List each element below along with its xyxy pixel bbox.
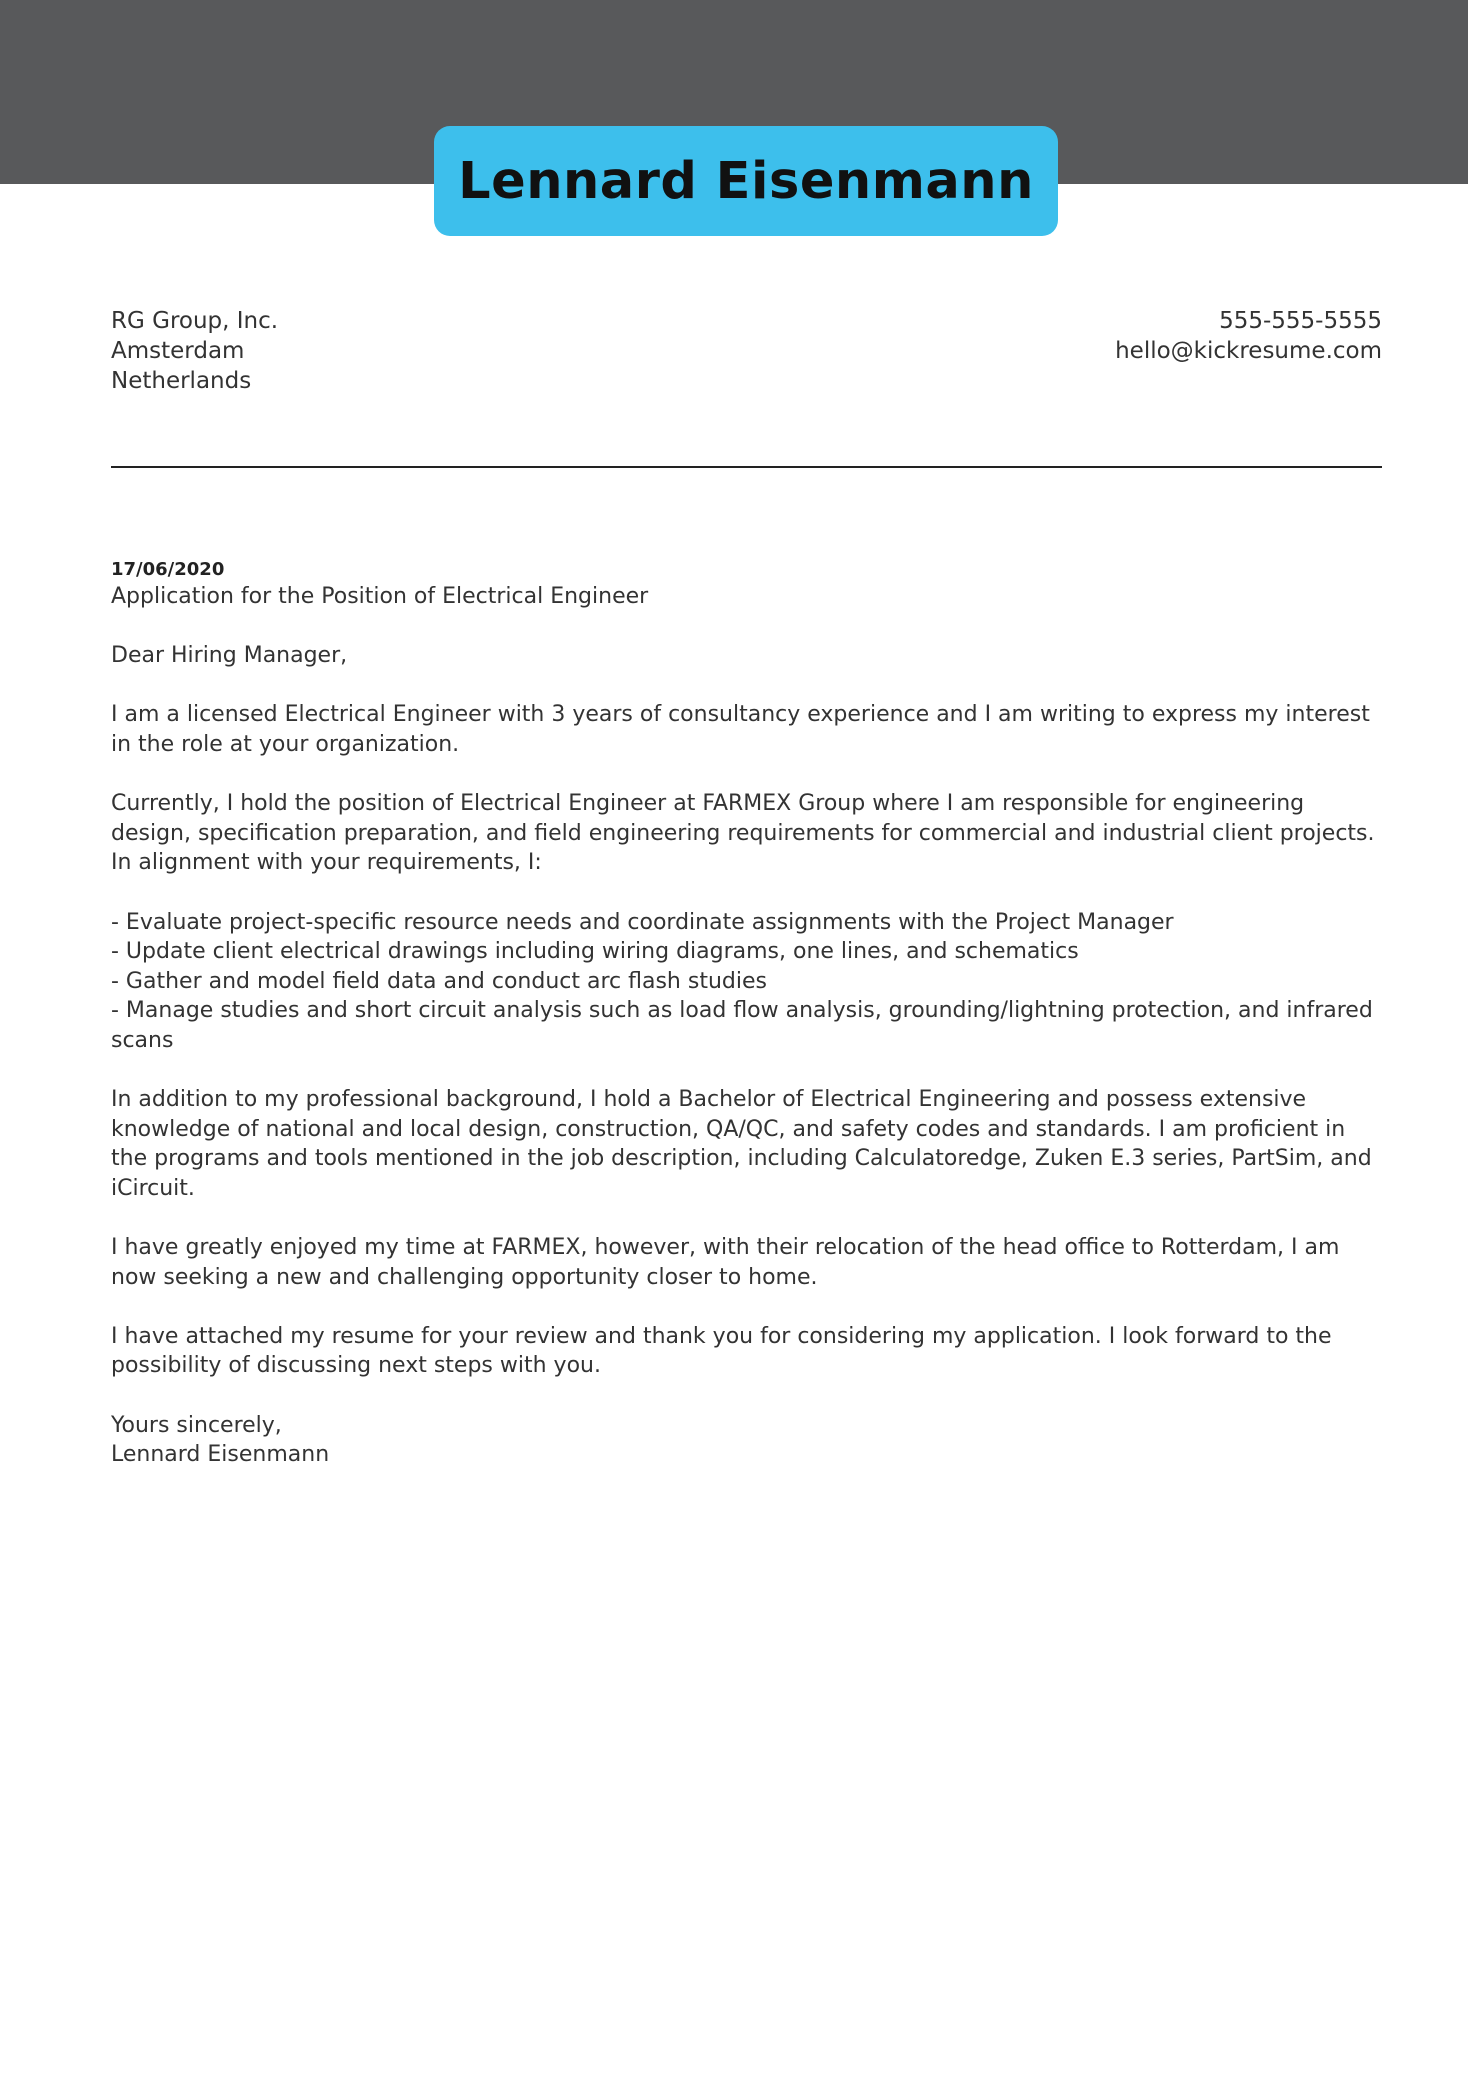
divider-line — [111, 466, 1382, 468]
list-item: - Evaluate project-specific resource needs and coordinate assignments with the Project Manager — [111, 909, 1174, 935]
letter-date: 17/06/2020 — [111, 559, 225, 580]
list-item: - Manage studies and short circuit analysis such as load flow analysis, grounding/lightning protection, and infrared scans — [111, 998, 1373, 1053]
recipient-city: Amsterdam — [111, 338, 245, 364]
list-item: - Update client electrical drawings including wiring diagrams, one lines, and schematics — [111, 939, 1079, 965]
paragraph-closing: I have attached my resume for your review and thank you for considering my application. I look forward to the possibility of discussing next steps with you. — [111, 1323, 1332, 1379]
paragraph-current-role: Currently, I hold the position of Electrical Engineer at FARMEX Group where I am responsible for engineering design, specification preparation, and field engineering requirements for commercial and industrial client projects. In alignment with your requirements, I: — [111, 791, 1375, 876]
recipient-country: Netherlands — [111, 368, 252, 394]
letter-subject: Application for the Position of Electrical Engineer — [111, 584, 649, 609]
recipient-company: RG Group, Inc. — [111, 308, 279, 334]
list-item: - Gather and model field data and conduct arc flash studies — [111, 968, 767, 994]
paragraph-education: In addition to my professional background, I hold a Bachelor of Electrical Engineering and possess extensive knowledge of national and local design, construction, QA/QC, and safety codes and standards. I am proficient in the programs and tools mentioned in the job description, including Calculatoredge, Zuken E.3 series, PartSim, and iCircuit. — [111, 1087, 1372, 1201]
signature: Lennard Eisenmann — [111, 1442, 330, 1468]
contact-email[interactable]: hello@kickresume.com — [1115, 338, 1382, 364]
closing-phrase: Yours sincerely, — [111, 1412, 282, 1438]
paragraph-intro: I am a licensed Electrical Engineer with 3 years of consultancy experience and I am writing to express my interest in the role at your organization. — [111, 702, 1370, 757]
name-banner — [434, 126, 1058, 236]
contact-phone[interactable]: 555-555-5555 — [1219, 308, 1382, 334]
letter-body — [111, 558, 1382, 1470]
recipient-address — [111, 306, 278, 396]
responsibility-list — [111, 908, 1382, 1056]
paragraph-motivation: I have greatly enjoyed my time at FARMEX, however, with their relocation of the head office to Rotterdam, I am now seeking a new and challenging opportunity closer to home. — [111, 1235, 1340, 1290]
contact-info — [1115, 306, 1382, 366]
applicant-name: Lennard Eisenmann — [458, 151, 1034, 211]
salutation: Dear Hiring Manager, — [111, 643, 348, 669]
